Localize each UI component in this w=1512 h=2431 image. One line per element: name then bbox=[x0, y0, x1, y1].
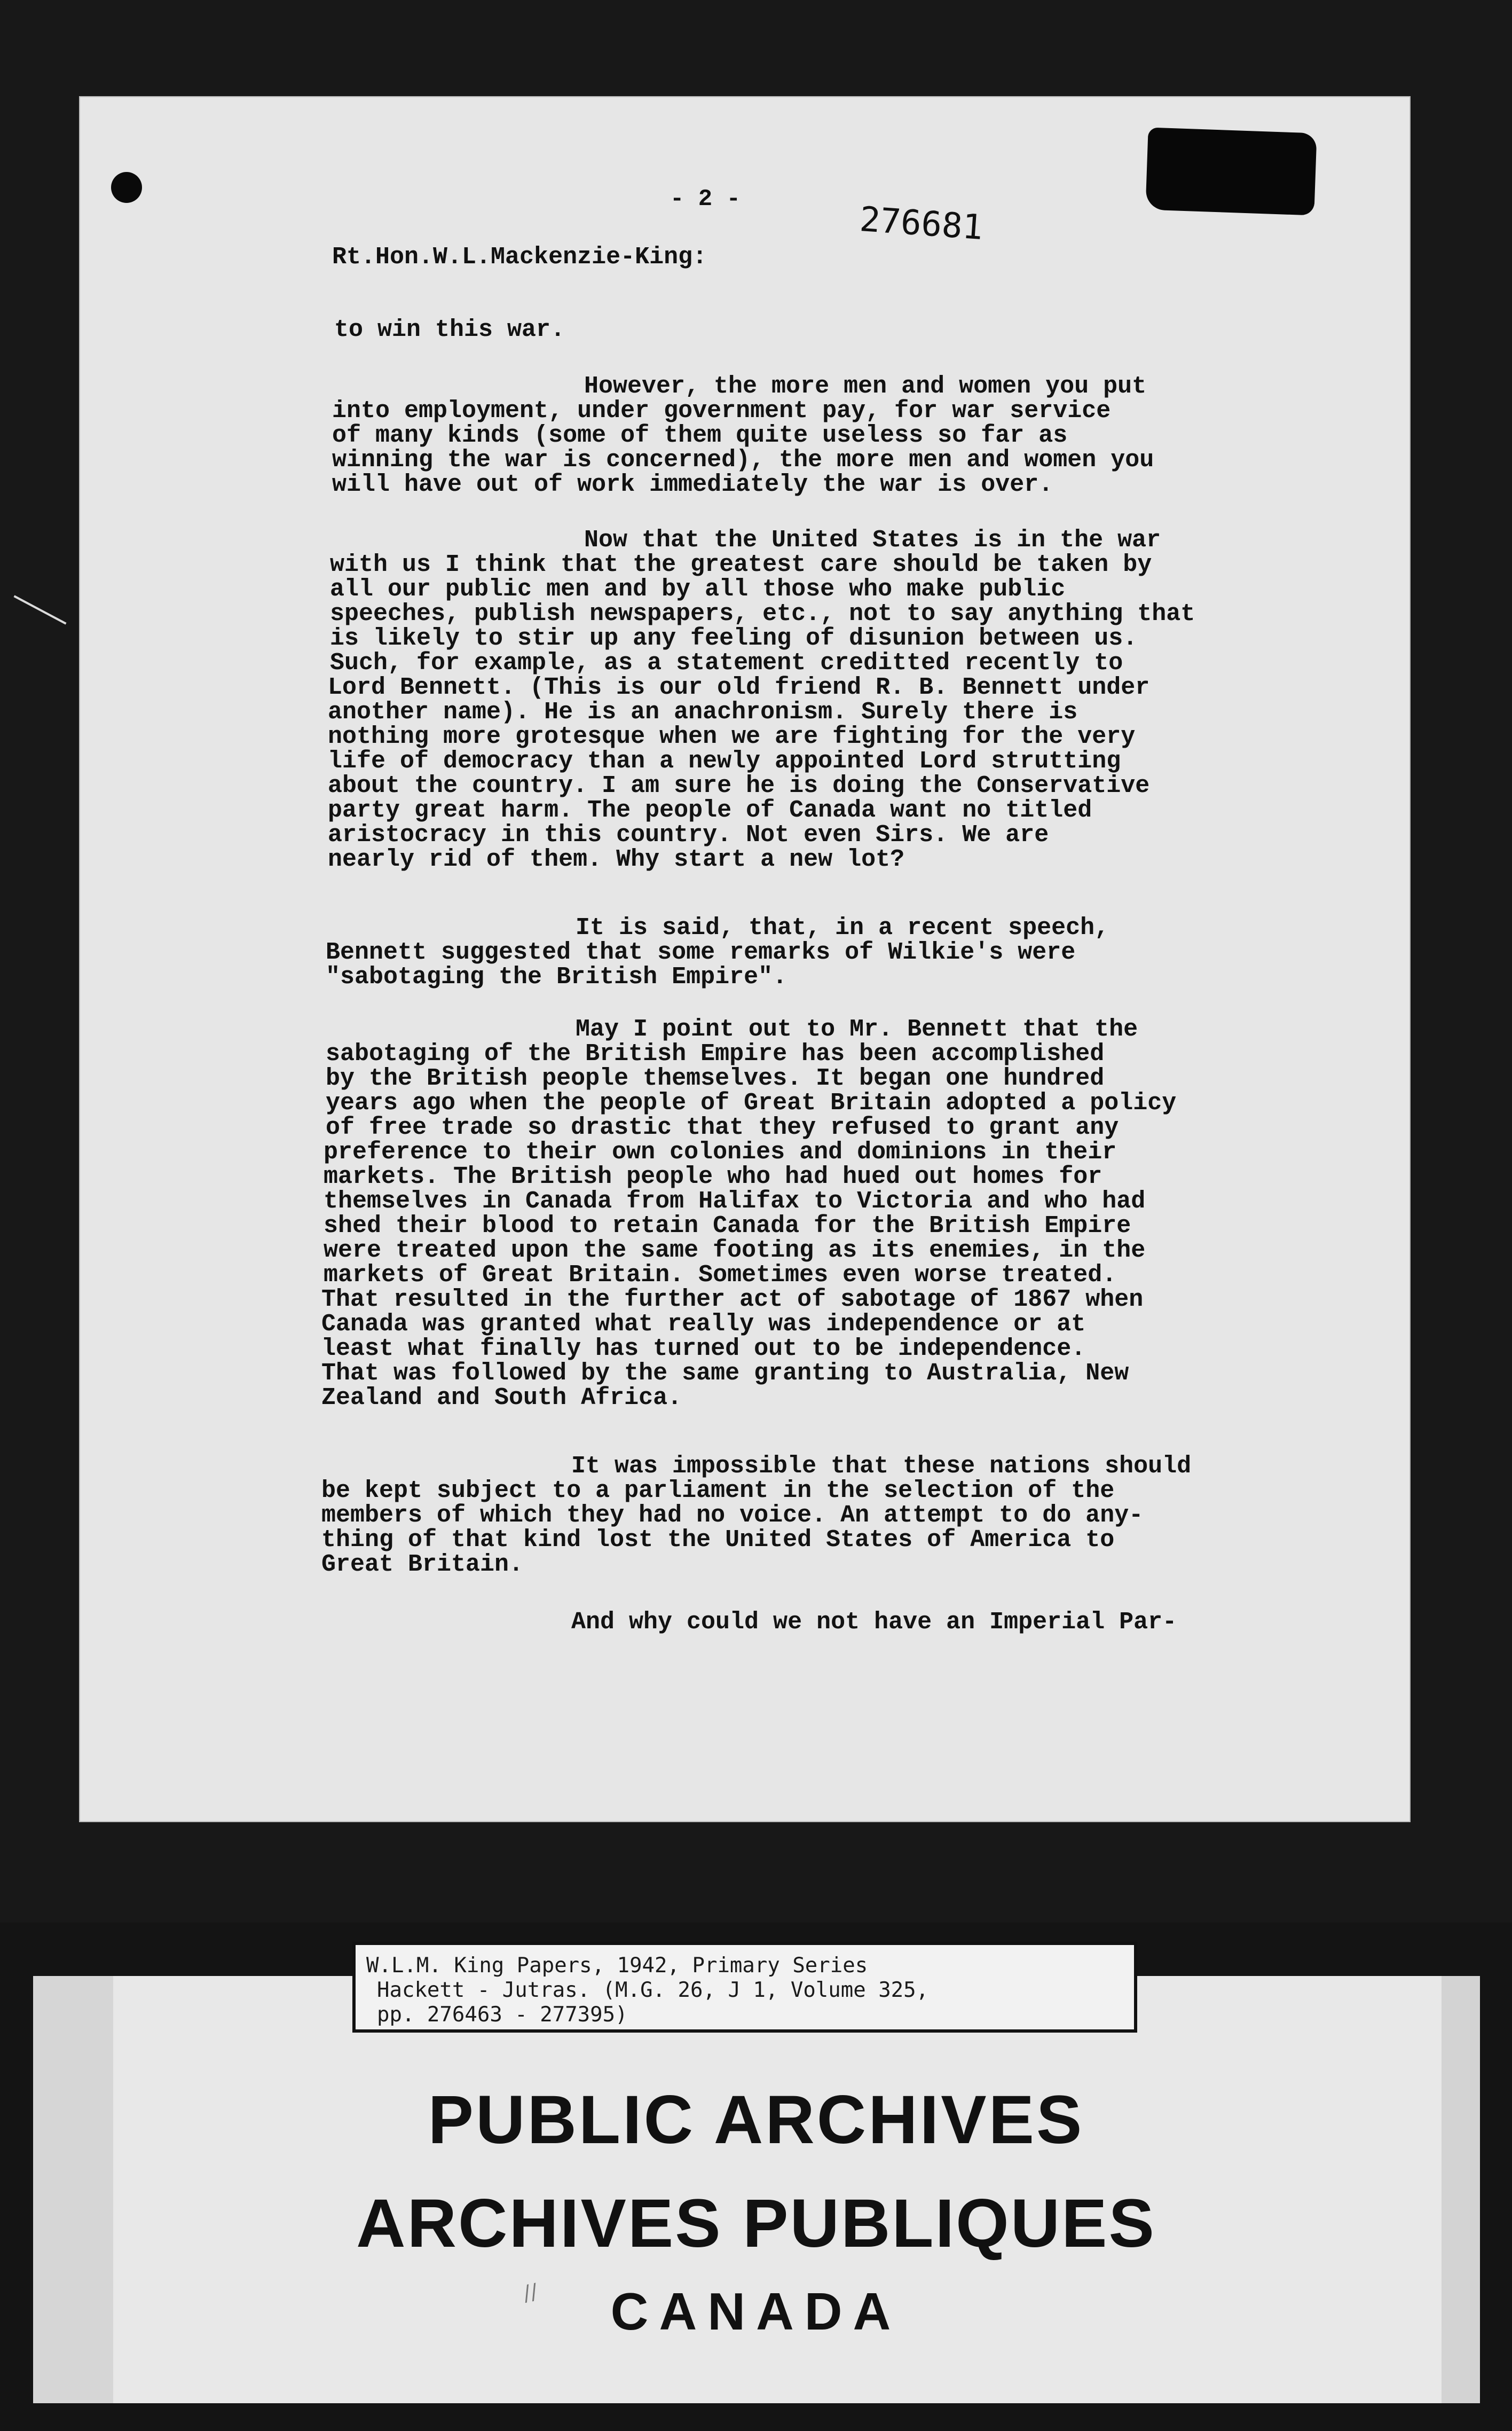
text-line: markets. The British people who had hued out homes for bbox=[324, 1163, 1102, 1190]
label-line: Hackett - Jutras. (M.G. 26, J 1, Volume 325, bbox=[377, 1978, 929, 2002]
text-line: members of which they had no voice. An attempt to do any- bbox=[321, 1502, 1144, 1529]
pencil-mark: // bbox=[521, 2279, 540, 2307]
stamp-archives-publiques: ARCHIVES PUBLIQUES bbox=[356, 2185, 1156, 2262]
text-line: to win this war. bbox=[334, 316, 565, 343]
text-line: themselves in Canada from Halifax to Victoria and who had bbox=[324, 1188, 1146, 1215]
text-line: by the British people themselves. It began one hundred bbox=[326, 1065, 1105, 1092]
text-line: nothing more grotesque when we are fighting for the very bbox=[328, 723, 1136, 750]
text-line: "sabotaging the British Empire". bbox=[326, 963, 788, 991]
letter-page bbox=[79, 96, 1411, 1822]
text-line: be kept subject to a parliament in the selection of the bbox=[321, 1477, 1115, 1504]
punch-hole bbox=[111, 172, 142, 203]
text-line: life of democracy than a newly appointed Lord strutting bbox=[328, 748, 1121, 775]
stamp-public-archives: PUBLIC ARCHIVES bbox=[428, 2082, 1084, 2158]
text-line: aristocracy in this country. Not even Sirs. We are bbox=[328, 821, 1049, 849]
text-line: Canada was granted what really was independence or at bbox=[321, 1311, 1086, 1338]
stamp-canada: CANADA bbox=[610, 2282, 902, 2341]
text-line: And why could we not have an Imperial Par- bbox=[571, 1609, 1177, 1636]
text-line: years ago when the people of Great Britain adopted a policy bbox=[326, 1089, 1177, 1117]
text-line: of many kinds (some of them quite useless so far as bbox=[332, 422, 1068, 449]
text-line: However, the more men and women you put bbox=[584, 373, 1147, 400]
archive-reference-label bbox=[352, 1942, 1137, 2033]
text-line: Zealand and South Africa. bbox=[321, 1384, 682, 1411]
text-line: nearly rid of them. Why start a new lot? bbox=[328, 846, 905, 873]
text-line: preference to their own colonies and dominions in their bbox=[324, 1139, 1117, 1166]
page-number: - 2 - bbox=[670, 186, 741, 213]
text-line: That resulted in the further act of sabotage of 1867 when bbox=[321, 1286, 1144, 1313]
text-line: all our public men and by all those who make public bbox=[330, 576, 1066, 603]
text-line: Now that the United States is in the war bbox=[584, 527, 1161, 554]
text-line: It was impossible that these nations should bbox=[571, 1453, 1192, 1480]
label-line: W.L.M. King Papers, 1942, Primary Series bbox=[366, 1954, 868, 1978]
text-line: May I point out to Mr. Bennett that the bbox=[576, 1016, 1138, 1043]
label-line: pp. 276463 - 277395) bbox=[377, 2003, 628, 2027]
text-line: thing of that kind lost the United States of America to bbox=[321, 1526, 1115, 1554]
text-line: were treated upon the same footing as its enemies, in the bbox=[324, 1237, 1146, 1264]
addressee-line: Rt.Hon.W.L.Mackenzie-King: bbox=[332, 244, 707, 271]
text-line: of free trade so drastic that they refused to grant any bbox=[326, 1114, 1119, 1141]
text-line: Bennett suggested that some remarks of Wilkie's were bbox=[326, 939, 1076, 966]
text-line: winning the war is concerned), the more men and women you bbox=[332, 446, 1154, 474]
text-line: into employment, under government pay, for war service bbox=[332, 397, 1111, 425]
text-line: with us I think that the greatest care should be taken by bbox=[330, 551, 1152, 578]
text-line: Lord Bennett. (This is our old friend R. B. Bennett under bbox=[328, 674, 1150, 701]
text-line: another name). He is an anachronism. Surely there is bbox=[328, 699, 1078, 726]
text-line: about the country. I am sure he is doing the Conservative bbox=[328, 772, 1150, 799]
text-line: sabotaging of the British Empire has been accomplished bbox=[326, 1040, 1105, 1068]
text-line: speeches, publish newspapers, etc., not to say anything that bbox=[330, 600, 1195, 628]
text-line: Such, for example, as a statement creditted recently to bbox=[330, 649, 1123, 677]
text-line: That was followed by the same granting to Australia, New bbox=[321, 1360, 1129, 1387]
text-line: party great harm. The people of Canada want no titled bbox=[328, 797, 1092, 824]
text-line: Great Britain. bbox=[321, 1551, 524, 1578]
document-number: 276681 bbox=[858, 200, 985, 248]
text-line: It is said, that, in a recent speech, bbox=[576, 914, 1109, 942]
text-line: will have out of work immediately the war is over. bbox=[332, 471, 1053, 498]
text-line: is likely to stir up any feeling of disunion between us. bbox=[330, 625, 1138, 652]
text-line: least what finally has turned out to be independence. bbox=[321, 1335, 1086, 1362]
text-line: markets of Great Britain. Sometimes even worse treated. bbox=[324, 1261, 1117, 1289]
redaction-block bbox=[1145, 128, 1317, 216]
text-line: shed their blood to retain Canada for the British Empire bbox=[324, 1212, 1131, 1240]
